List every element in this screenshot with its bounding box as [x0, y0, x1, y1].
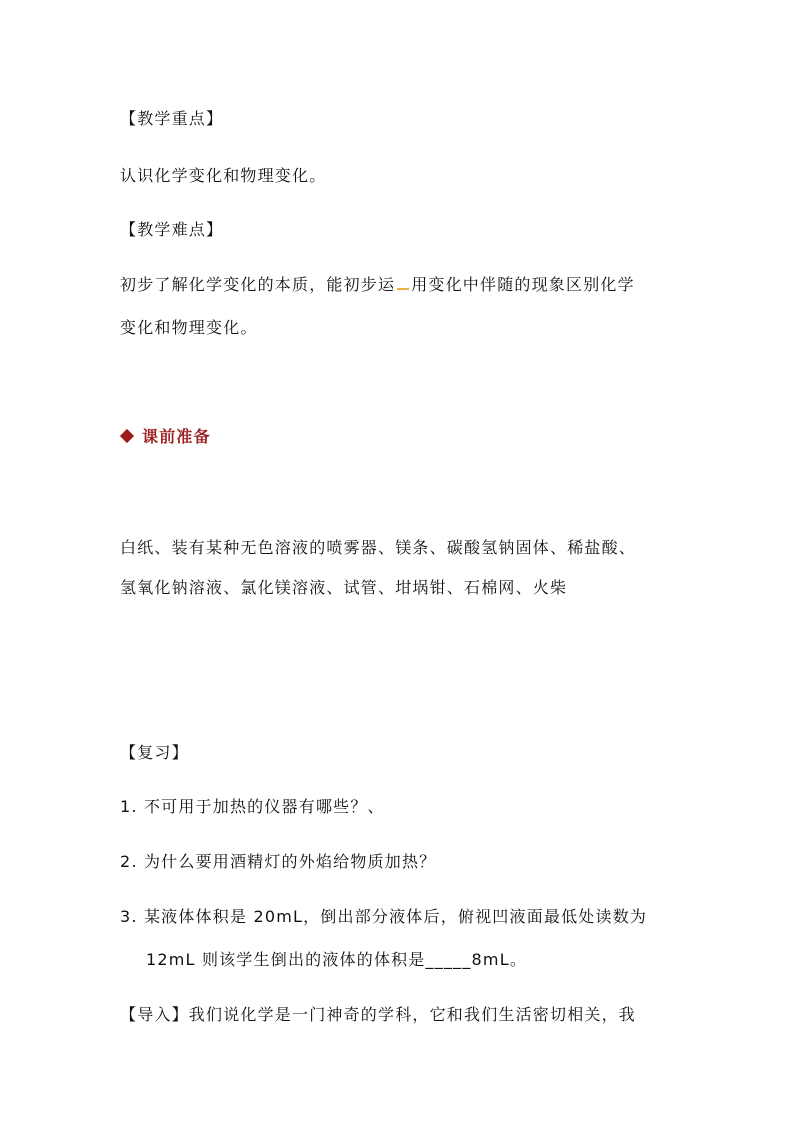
review-question-2: 2. 为什么要用酒精灯的外焰给物质加热？ — [120, 852, 437, 871]
diamond-bullet-icon — [120, 429, 134, 443]
preparation-heading — [120, 424, 211, 447]
difficult-points-line1 — [120, 272, 635, 295]
review-question-1: 1. 不可用于加热的仪器有哪些？、 — [120, 797, 385, 816]
difficult-points-text-a: 初步了解化学变化的本质，能初步运 — [120, 275, 396, 294]
preparation-heading-text: 课前准备 — [142, 427, 211, 446]
preparation-line2: 氢氧化钠溶液、氯化镁溶液、试管、坩埚钳、石棉网、火柴 — [120, 578, 568, 597]
preparation-line1: 白纸、装有某种无色溶液的喷雾器、镁条、碳酸氢钠固体、稀盐酸、 — [120, 538, 637, 557]
highlight-mark — [397, 288, 409, 290]
review-question-3-line2: 12mL 则该学生倒出的液体的体积是_____8mL。 — [146, 950, 528, 969]
key-points-text: 认识化学变化和物理变化。 — [120, 166, 327, 185]
intro-text: 【导入】我们说化学是一门神奇的学科，它和我们生活密切相关，我 — [120, 1005, 637, 1024]
difficult-points-text-b: 用变化中伴随的现象区别化学 — [411, 275, 635, 294]
difficult-points-heading: 【教学难点】 — [120, 220, 224, 239]
review-question-3-line1: 3. 某液体体积是 20mL，倒出部分液体后，俯视凹液面最低处读数为 — [120, 907, 648, 926]
review-heading: 【复习】 — [120, 743, 189, 762]
key-points-heading: 【教学重点】 — [120, 109, 224, 128]
difficult-points-line2: 变化和物理变化。 — [120, 318, 258, 337]
